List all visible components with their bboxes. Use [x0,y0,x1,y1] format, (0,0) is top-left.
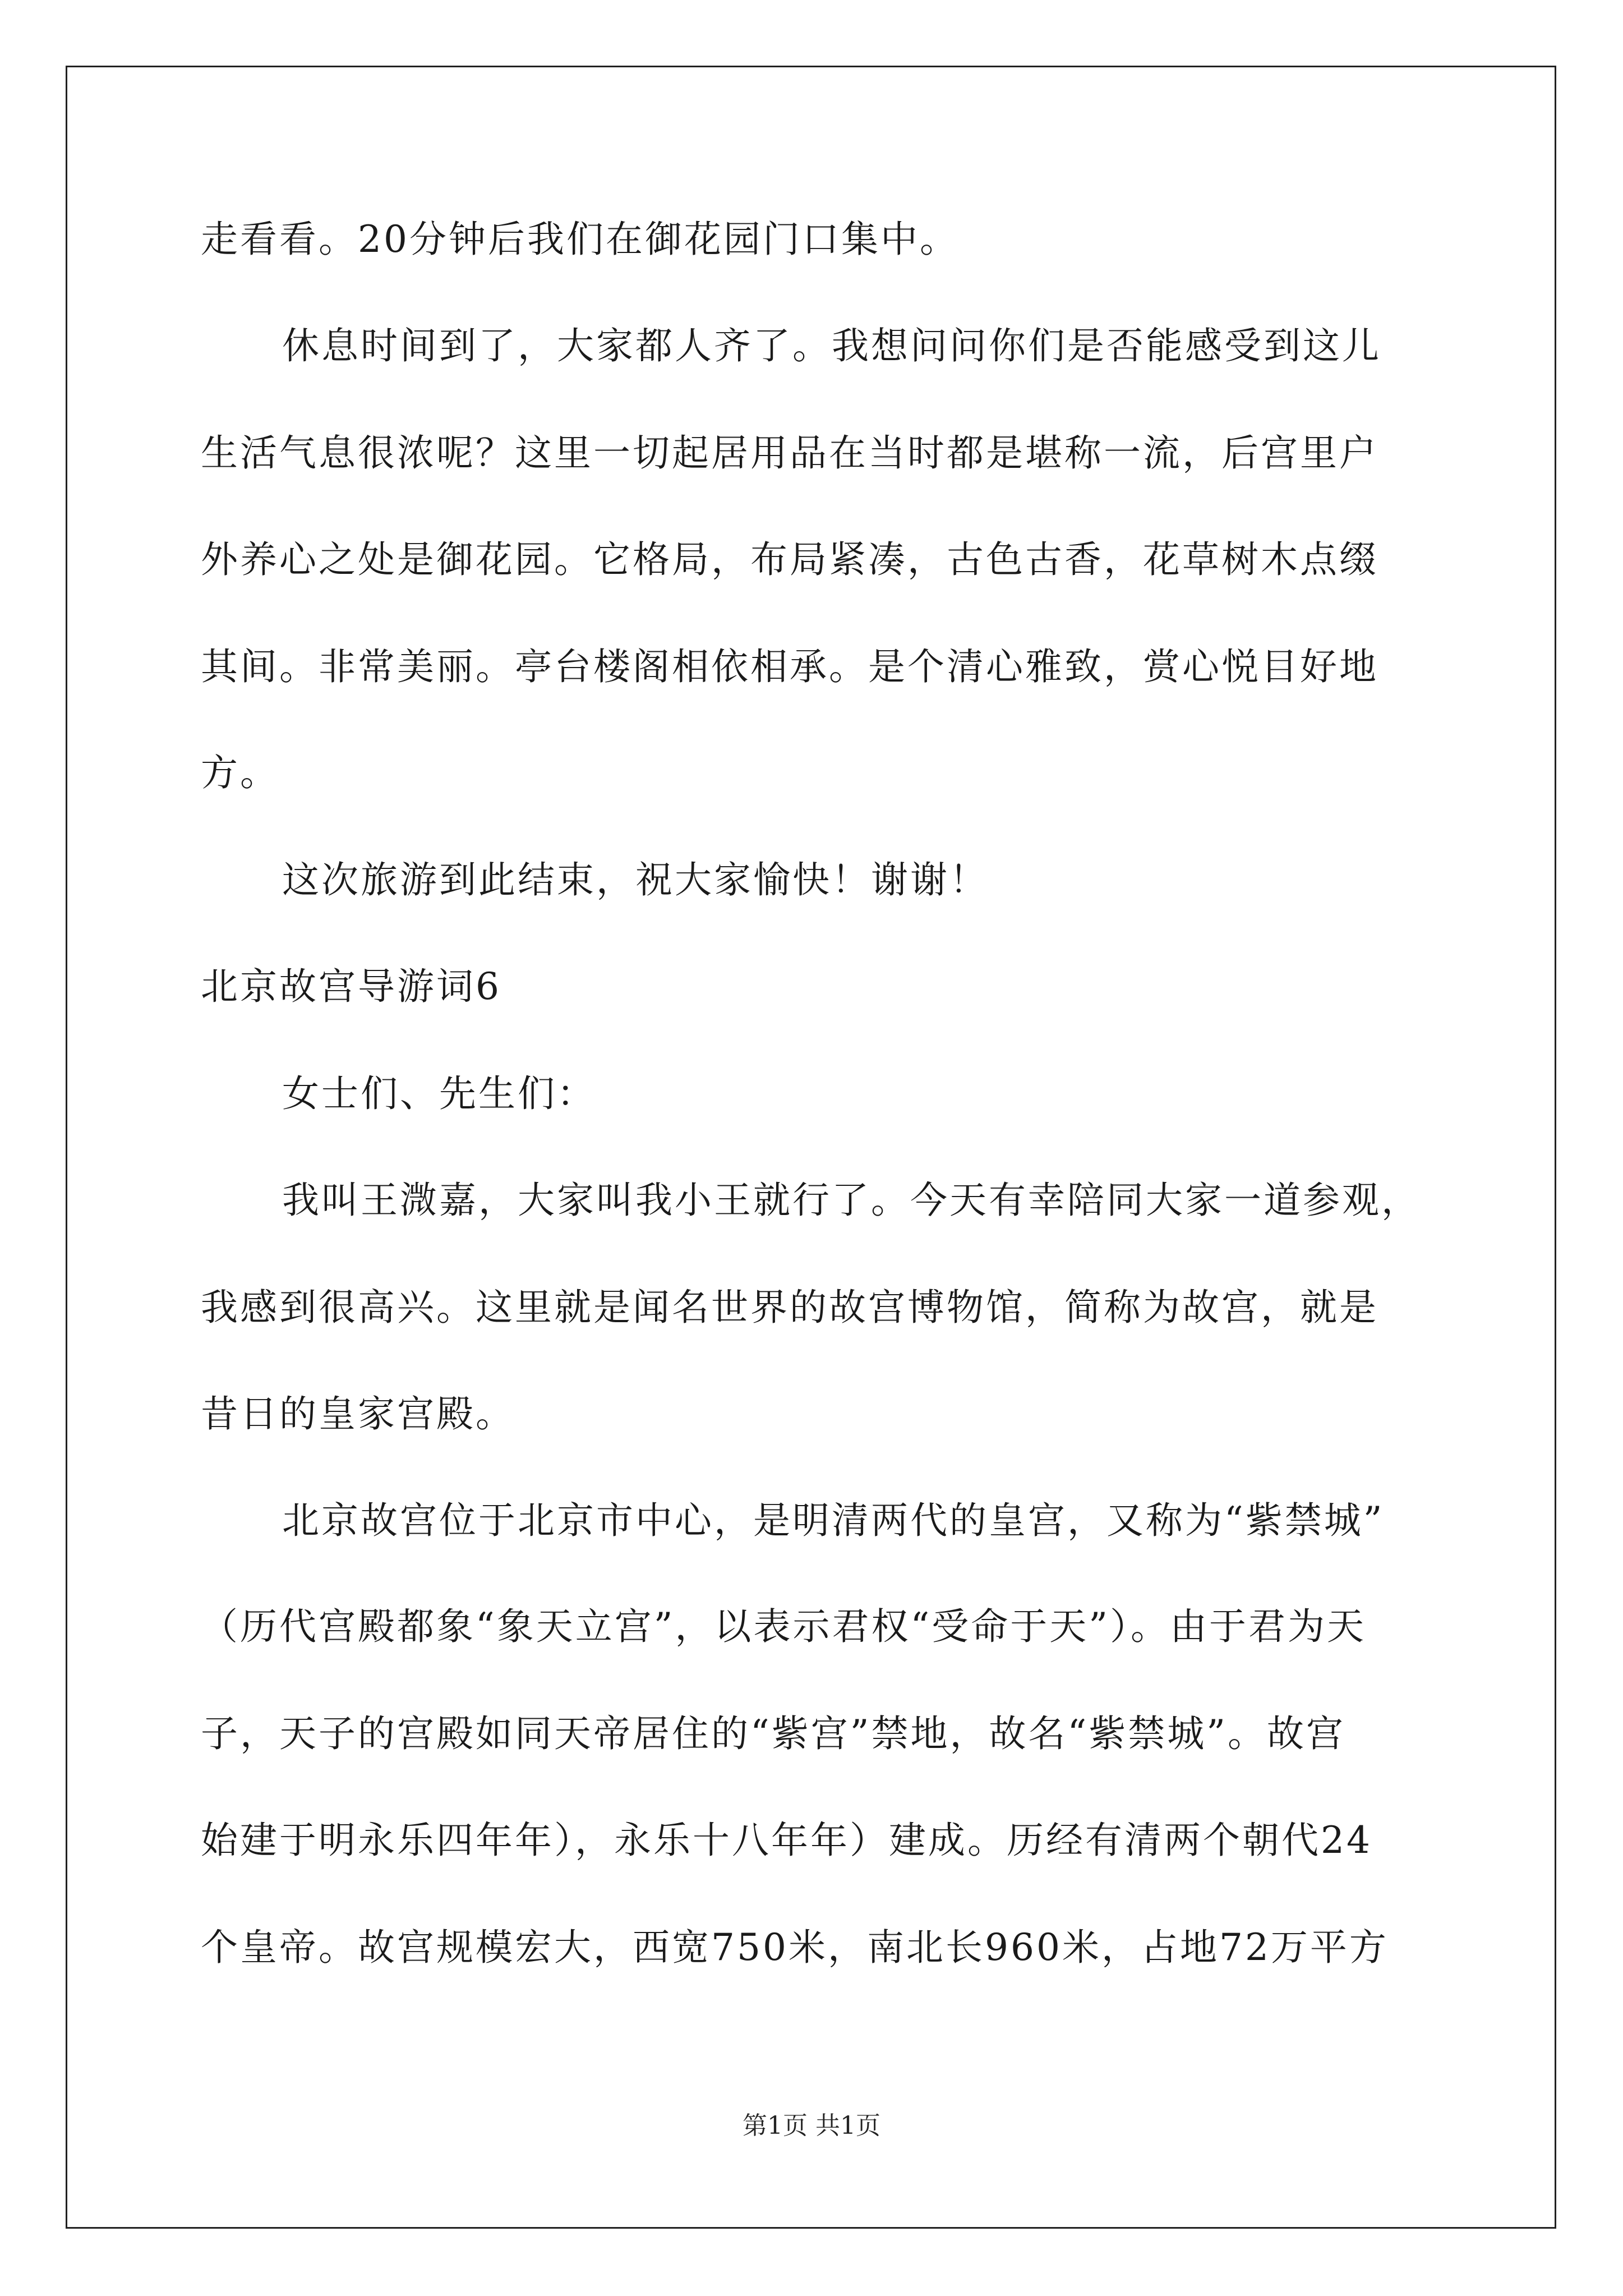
salutation: 女士们、先生们： [282,1072,596,1115]
paragraph-start: 休息时间到了，大家都人齐了。我想问问你们是否能感受到这儿 [282,324,1381,367]
section-heading: 北京故宫导游词6 [201,965,501,1008]
page-footer: 第1页 共1页 [743,2111,880,2140]
paragraph-start: 这次旅游到此结束，祝大家愉快！谢谢！ [282,858,989,901]
text-line: 外养心之处是御花园。它格局，布局紧凑，古色古香，花草树木点缀 [201,538,1378,581]
text-line: 始建于明永乐四年年），永乐十八年年）建成。历经有清两个朝代24 [201,1819,1372,1862]
page-border [66,66,1556,2229]
paragraph-start: 北京故宫位于北京市中心，是明清两代的皇宫，又称为“紫禁城” [282,1499,1385,1542]
text-line: 方。 [201,751,279,794]
text-line: 生活气息很浓呢？这里一切起居用品在当时都是堪称一流，后宫里户 [201,431,1378,475]
text-line: 其间。非常美丽。亭台楼阁相依相承。是个清心雅致，赏心悦目好地 [201,645,1378,688]
text-line: 子，天子的宫殿如同天帝居住的“紫宫”禁地，故名“紫禁城”。故宫 [201,1712,1345,1755]
paragraph-start: 我叫王溦嘉，大家叫我小王就行了。今天有幸陪同大家一道参观， [282,1179,1421,1222]
text-line: （历代宫殿都象“象天立宫”，以表示君权“受命于天”）。由于君为天 [201,1605,1366,1648]
text-line: 我感到很高兴。这里就是闻名世界的故宫博物馆，简称为故宫，就是 [201,1286,1378,1329]
text-line: 个皇帝。故宫规模宏大，西宽750米，南北长960米，占地72万平方 [201,1926,1389,1969]
text-line: 走看看。20分钟后我们在御花园门口集中。 [201,218,959,261]
text-line: 昔日的皇家宫殿。 [201,1392,515,1435]
